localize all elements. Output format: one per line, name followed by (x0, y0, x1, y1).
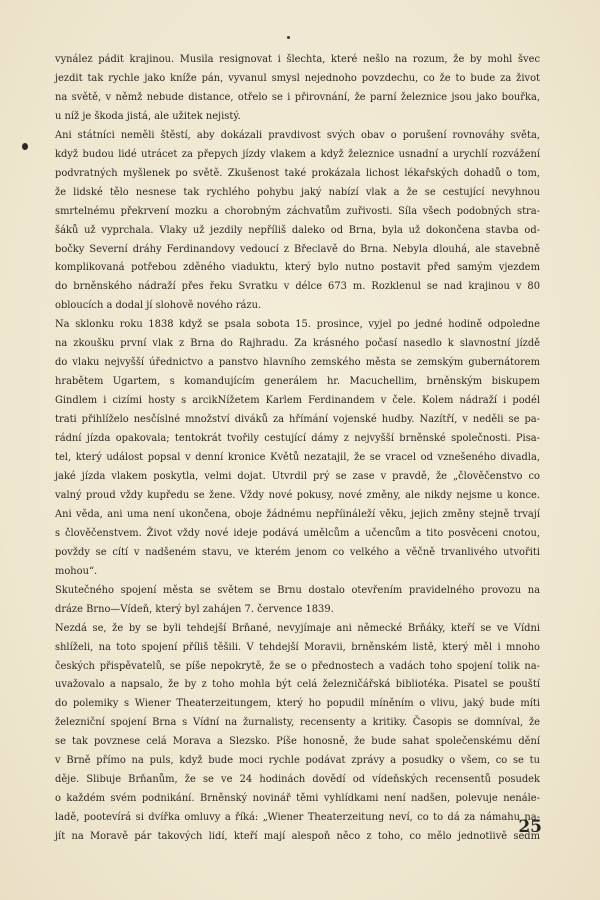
text-line: v Brně přímo na puls, když bude moci rychle podávat zprávy a posudky o všem, co se tu (55, 755, 540, 767)
text-line: shlíželi, na toto spojení příliš těšili. V tehdejší Moravii, brněnském listě, který měl i mnoho (55, 641, 540, 653)
text-line: Na sklonku roku 1838 když se psala sobota 15. prosince, vyjel po jedné hodině odpoledne (55, 319, 540, 331)
text-line: se tak povznese celá Morava a Slezsko. Píše honosně, že bude sahat společenskému dění (55, 736, 540, 748)
text-line: u níž je škoda jistá, ale užitek nejistý. (55, 110, 241, 122)
text-line: Nezdá se, že by se byli tehdejší Brňané, nevyjímaje ani německé Brňáky, kteří se ve Vídni (55, 622, 540, 634)
margin-ink-mark (22, 143, 28, 150)
text-line: šáků už vyprchala. Vlaky už jezdily nepříliš daleko od Brna, byla už dokončena stavba od- (55, 224, 540, 236)
text-line: valný proud vždy kupředu se žene. Vždy nové pokusy, nové změny, ale nikdy nejsme u konce. (55, 489, 540, 501)
text-line: hrabětem Ugartem, s komandujícím generálem hr. Macuchellim, brněnským biskupem (55, 376, 540, 388)
text-line: uvažovalo a napsalo, že by z toho mohla být celá železničářská bibliotéka. Pisatel se pouští (55, 679, 540, 691)
text-line: Ani státníci neměli štěstí, aby dokázali pravdivost svých obav o porušení rovnováhy světa, (55, 129, 540, 141)
text-line: rádní jízda opakovala; tentokrát tvořily cestující dámy z nejvyšší brněnské společnosti. Pisa- (55, 433, 540, 445)
text-line: vynález pádit krajinou. Musila resignovat i šlechta, které nešlo na rozum, že by mohl švec (55, 54, 540, 65)
text-line: do brněnského nádraží přes řeku Svratku v délce 673 m. Rozklenul se nad krajinou v 80 (55, 281, 540, 293)
text-line: s člověčenstvem. Život vždy nové ideje podává umělcům a učencům a tito posvěceni cnotou, (55, 527, 540, 539)
page-speck (287, 36, 290, 39)
text-line: děje. Slibuje Brňanům, že se ve 24 hodinách dovědí od vídeňských recensentů posudek (55, 774, 540, 786)
text-line: jít na Moravě pár takových lidí, kteří mají alespoň něco z toho, co mělo jednotlivě sedm (55, 831, 540, 843)
text-line: podvratných myšlenek po světě. Zkušenost také prokázala lichost lékařských dohadů o tom, (55, 167, 540, 179)
text-line: bočky Severní dráhy Ferdinandovy vedoucí z Břeclavě do Brna. Nebyla dlouhá, ale stavebně (55, 243, 540, 255)
text-line: na zkoušku první vlak z Brna do Rajhradu. Za krásného počasí nasedlo k slavnostní jízdě (55, 338, 540, 350)
body-text (55, 51, 540, 847)
text-line: mohou“. (55, 565, 98, 577)
text-line: železniční spojení Brna s Vídní na žurnalisty, recensenty a kritiky. Časopis se domníval, že (55, 717, 540, 729)
text-line: o každém svém podnikání. Brněnský novinář těmi vyhlídkami není nadšen, polevuje nenále- (55, 793, 540, 805)
text-line: tel, který událost popsal v denní kronice Květů nezatajil, že se vracel od vznešeného divadla, (55, 452, 540, 464)
text-line: Skutečného spojení města se světem se Brnu dostalo otevřením pravidelného provozu na (55, 584, 540, 596)
text-line: jezdit tak rychle jako kníže pán, vyvanul smysl nejednoho povzdechu, co že to bude za život (55, 72, 540, 84)
text-line: trati přihlíželo nesčíslné množství diváků za hřímání vojenské hudby. Nazítří, v neděli se pa- (55, 414, 540, 426)
text-line: komplikovaná potřebou zděného viaduktu, který bylo nutno postavit před samým vjezdem (55, 262, 540, 274)
text-line: českých přispěvatelů, se píše nepokrytě, že se o přednostech a vadách toho spojení tolik na- (55, 660, 540, 672)
text-line: na světě, v němž nebude distance, otřelo se i přirovnání, že parní železnice jsou jako bouřka, (55, 91, 540, 103)
text-line: ladě, pootevírá si dvířka omluvy a říká: „Wiener Theaterzeitung neví, co to dá za námahu na- (55, 812, 540, 824)
text-line: do polemiky s Wiener Theaterzeitungem, který ho popudil míněním o vlivu, jaký bude míti (55, 698, 540, 710)
text-line: obloucích a dodal jí slohově nového rázu. (55, 300, 262, 312)
text-line: Ani věda, ani uma není ukončena, oboje žádnému nepříináleží věku, jejich změny stejně trvají (55, 508, 540, 520)
text-line: když budou lidé utrácet za přepych jízdy vlakem a když železnice usnadní a urychlí rozvážení (55, 148, 540, 160)
text-line: povždy se cítí v nadšeném stavu, ve kterém jenom co velkého a věčně trvanlivého utvořiti (55, 546, 540, 558)
text-line: dráze Brno—Vídeň, který byl zahájen 7. července 1839. (55, 603, 334, 615)
text-line: Gindlem i cizími hosty s arcikNížetem Karlem Ferdinandem v čele. Kolem nádraží i podél (55, 395, 540, 407)
page-number: 25 (518, 817, 542, 837)
text-line: že lidské tělo nesnese tak rychlého pohybu jaký nabízí vlak a že se cestující nevyhnou (55, 186, 540, 198)
text-line: smrtelnému překrvení mozku a chorobným záchvatům zuřivosti. Síla všech podobných stra- (55, 205, 540, 217)
text-line: jaké jízda vlakem poskytla, velmi dojat. Utvrdil prý se zase v pravdě, že „člověčenstvo co (55, 470, 540, 482)
text-line: do vlaku nejvyšší úřednictvo a panstvo hlavního zemského města se zemským gubernátorem (55, 357, 540, 369)
